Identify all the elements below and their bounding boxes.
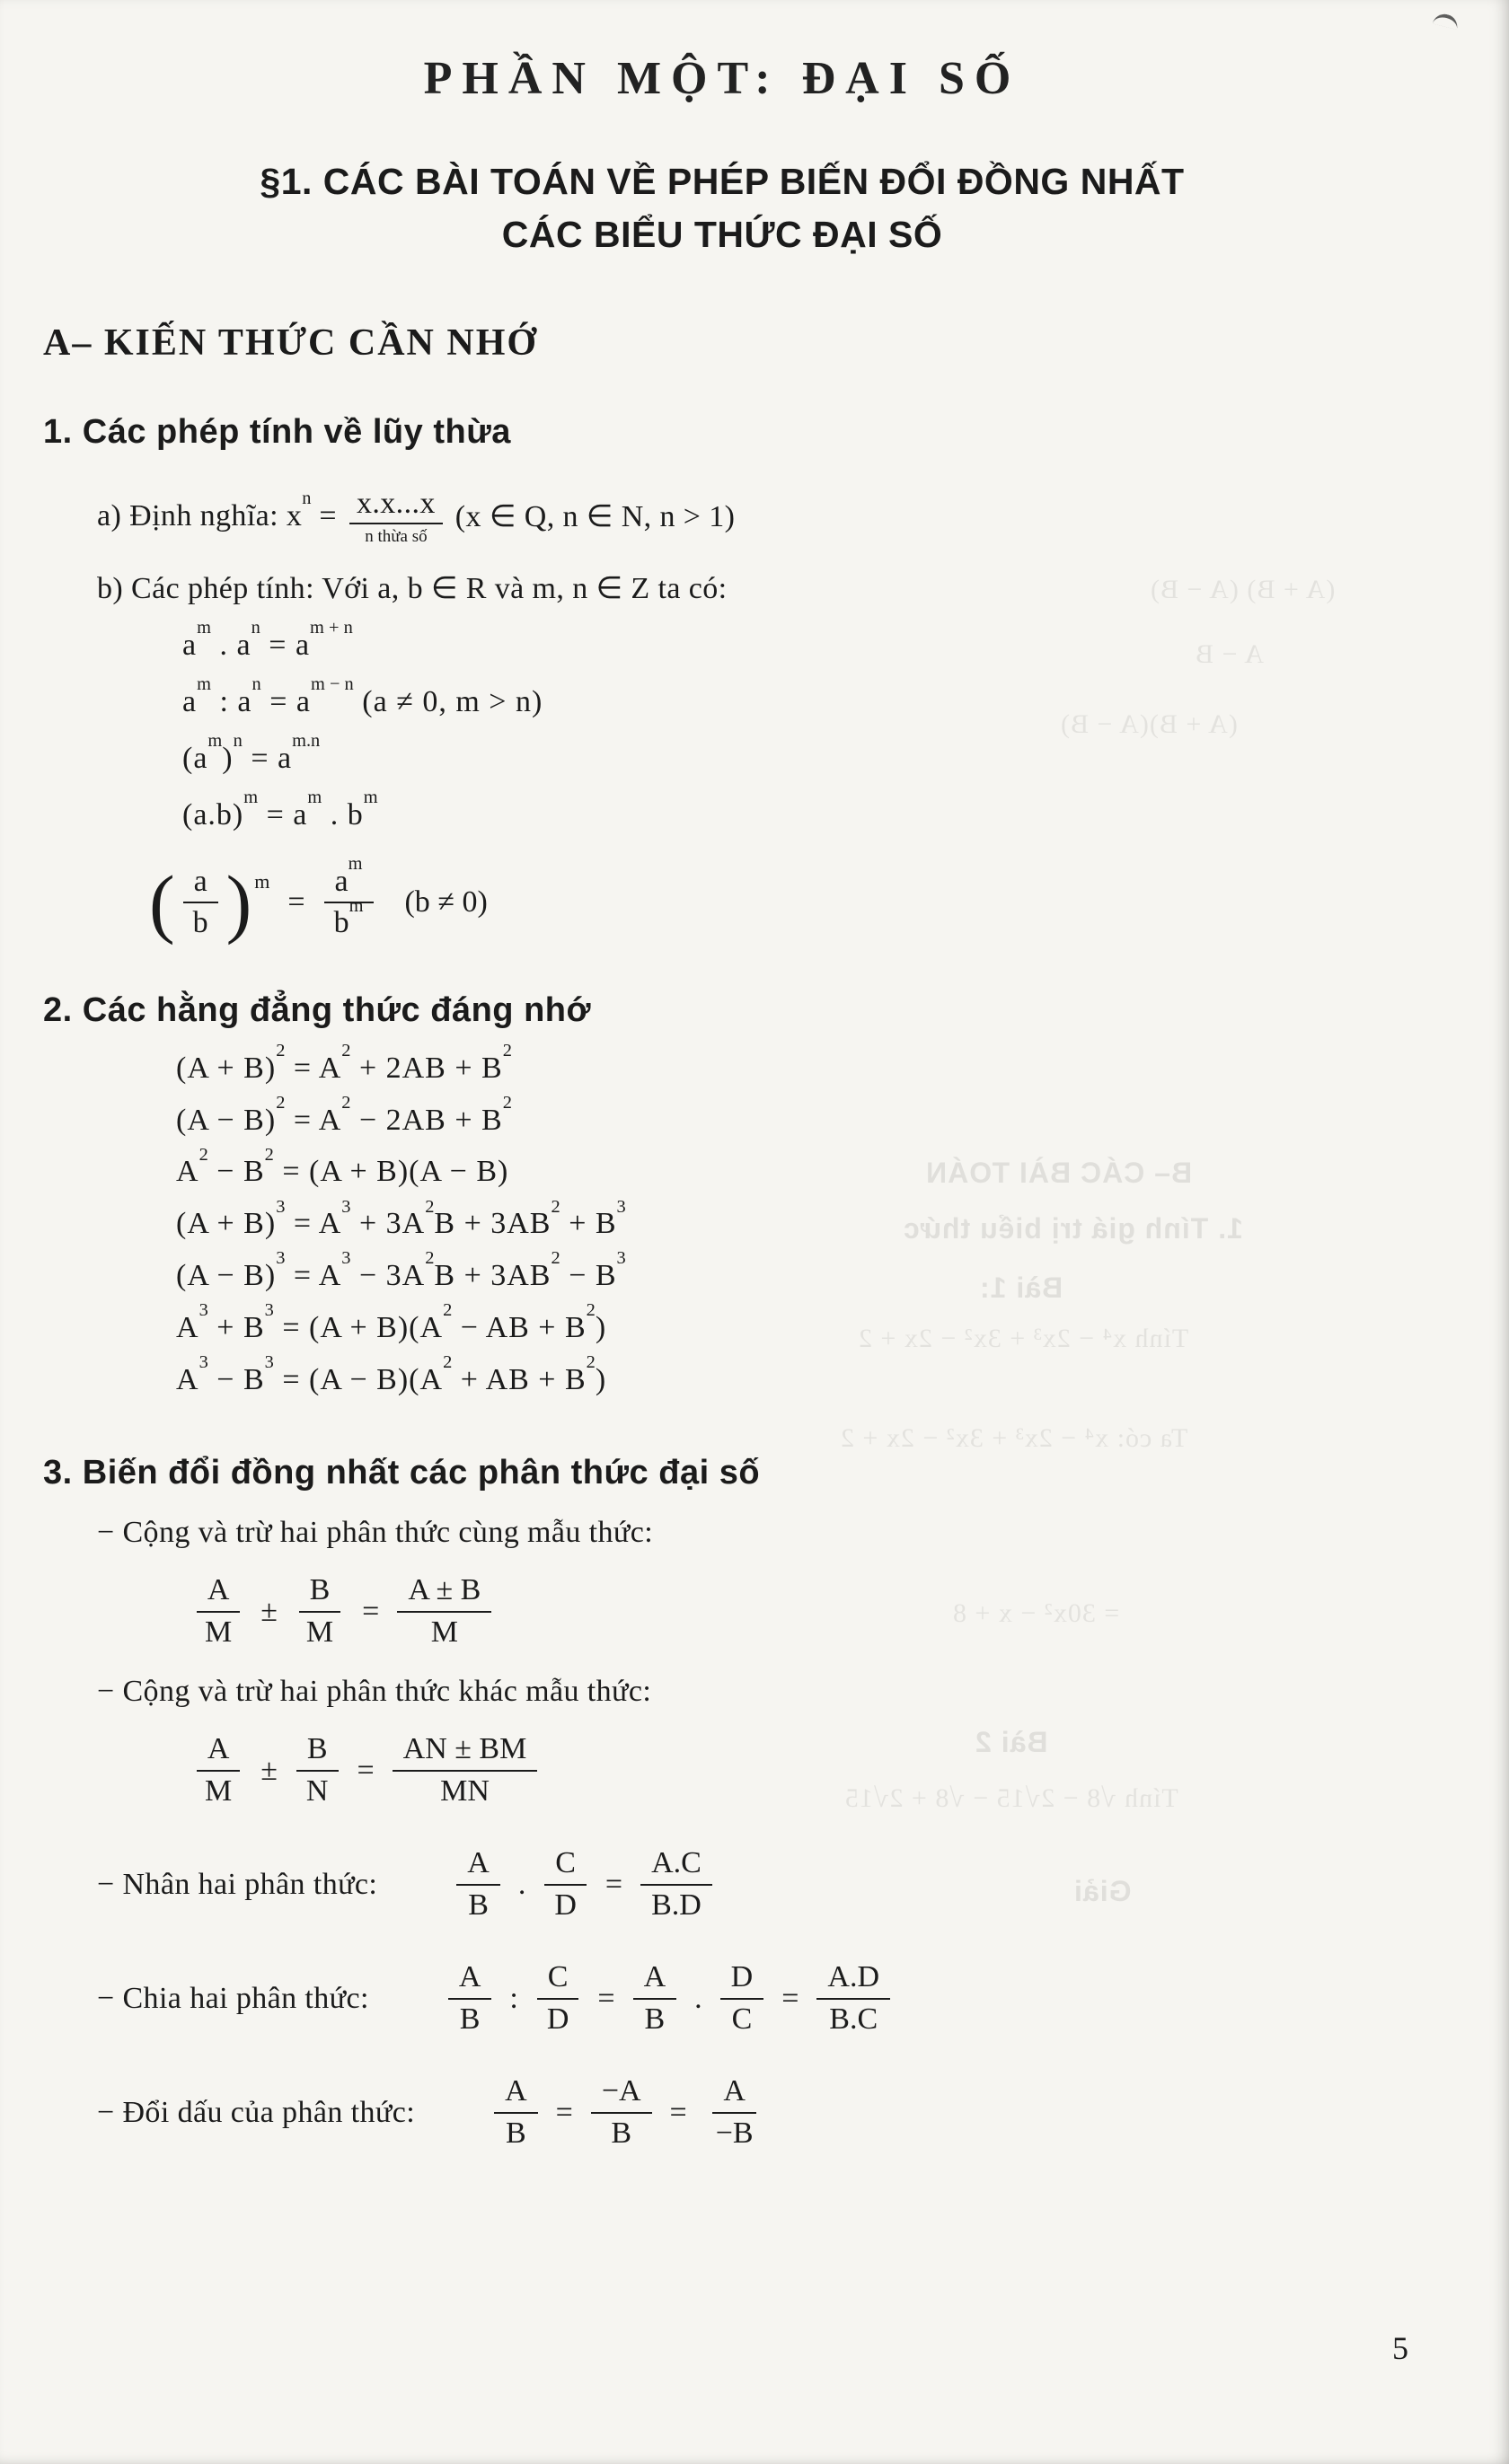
identity-formula: $A^3 + B^3 = (A + B)(A^2$ − AB + $B^2$) [176, 1300, 607, 1344]
fraction-denominator: M [430, 1615, 458, 1649]
fraction-denominator: B.D [651, 1888, 702, 1922]
fraction-denominator: B [459, 2002, 481, 2036]
fraction [296, 1730, 340, 1810]
bleed-line: Ta có: x⁴ − 2x³ + 3x² − 2x + 2 [840, 1423, 1188, 1453]
fraction-numerator: B [296, 1730, 339, 1772]
fraction-numerator: −A [591, 2072, 652, 2114]
rule-label-same-denominator: − Cộng và trừ hai phân thức cùng mẫu thức: [97, 1516, 654, 1550]
fraction [448, 1958, 492, 2038]
powers-heading: 1. Các phép tính về lũy thừa [43, 412, 511, 451]
fraction-numerator: a [183, 863, 218, 904]
identity-formula: $(A + B)^3 = A^3 + 3A^2B + 3AB^2 + B^3$ [176, 1196, 626, 1241]
fraction [194, 1730, 243, 1810]
fraction-denominator: B [506, 2116, 526, 2150]
equals-sign: = [362, 1594, 380, 1628]
fraction [393, 1730, 538, 1810]
fraction-numerator: A [456, 1844, 500, 1886]
fraction [194, 1571, 243, 1651]
open-paren: ( [149, 859, 175, 946]
equals-sign: = [604, 1867, 623, 1901]
bleed-line: Tính x⁴ − 2x³ + 3x² − 2x + 2 [858, 1324, 1189, 1353]
operator-plus-minus: ± [260, 1594, 278, 1628]
fraction-numerator: A.D [816, 1958, 890, 2000]
identity-formula: $A^3 - B^3 = (A - B)(A^2$ + AB + $B^2$) [176, 1352, 607, 1396]
equals-sign: = [287, 885, 305, 920]
fraction [296, 1571, 344, 1651]
power-definition-row [97, 486, 1401, 547]
bleed-line: A − B [1195, 639, 1264, 669]
change-sign-row [43, 2072, 1401, 2152]
fraction [720, 1958, 764, 2038]
equals-sign: = [597, 1981, 615, 2015]
product-expression: x.x...x [349, 486, 443, 524]
equals-sign: = [669, 2095, 687, 2129]
power-of-product-formula: $(a.b)^m = a^m$ . $b^m$ [182, 788, 378, 832]
rule-label-divide: − Chia hai phân thức: [97, 1981, 369, 2015]
result-fraction [323, 854, 375, 943]
bleed-line: B– CÁC BÀI TOÁN [925, 1157, 1193, 1189]
fraction-numerator: A.C [640, 1844, 712, 1886]
fraction [397, 1571, 491, 1651]
power-of-power-formula: $(a^m)^n = a^{m.n}$ [182, 731, 321, 775]
fraction-numerator: AN ± BM [393, 1730, 538, 1772]
operations-intro: b) Các phép tính: Với a, b ∈ R và m, n ∈ Z ta có: [97, 571, 728, 605]
fraction [591, 2072, 652, 2152]
fraction-denominator: −B [715, 2116, 754, 2150]
definition-label: a) Định nghĩa: $x^n$ = [97, 488, 337, 532]
fraction [494, 2072, 538, 2152]
fraction-denominator: N [305, 1773, 329, 1808]
product-rule-formula: $a^m$ . $a^n = a^{m + n}$ [182, 618, 353, 662]
condition-text: (b ≠ 0) [404, 885, 488, 920]
divide-fractions-row [43, 1958, 1401, 2038]
fraction-denominator: M [205, 1773, 233, 1808]
section-heading [43, 155, 1401, 262]
power-of-quotient-formula [149, 854, 1401, 946]
fraction-numerator: A [712, 2072, 756, 2114]
bleed-line: 1. Tính giá trị biểu thức [903, 1212, 1243, 1245]
fraction-numerator: $a^m$ [324, 863, 374, 904]
same-denominator-formula [187, 1571, 1401, 1651]
base-fraction [182, 863, 219, 943]
fraction-denominator: b [192, 906, 208, 940]
operator-dot: . [517, 1867, 526, 1901]
fractions-heading: 3. Biến đổi đồng nhất các phân thức đại số [43, 1454, 761, 1492]
identities-heading: 2. Các hằng đẳng thức đáng nhớ [43, 990, 592, 1029]
section-heading-line2: CÁC BIỂU THỨC ĐẠI SỐ [501, 214, 943, 256]
fraction-denominator: C [731, 2002, 753, 2036]
different-denominator-formula [187, 1730, 1401, 1810]
knowledge-section-heading: A– KIẾN THỨC CẦN NHỚ [43, 321, 539, 364]
part-title: PHẦN MỘT: ĐẠI SỐ [423, 53, 1021, 104]
fraction-denominator: B [644, 2002, 666, 2036]
close-paren: ) [225, 859, 252, 946]
fraction-numerator: A [448, 1958, 492, 2000]
fraction-denominator: B [468, 1888, 489, 1922]
fraction-numerator: A [633, 1958, 677, 2000]
multiply-fractions-formula [449, 1844, 719, 1924]
identity-formula: $(A - B)^2 = A^2 - 2AB + B^2$ [176, 1093, 512, 1137]
fraction-numerator: D [720, 1958, 764, 2000]
definition-condition: (x ∈ Q, n ∈ N, n > 1) [454, 499, 736, 533]
exponent: m [254, 869, 270, 893]
fraction-numerator: A ± B [397, 1571, 491, 1613]
fraction-numerator: B [299, 1571, 341, 1613]
factor-count-label: n thừa số [365, 526, 428, 546]
bleed-line: Bài 2 [975, 1726, 1048, 1758]
quotient-rule-formula: $a^m$ : $a^n = a^{m - n}$ (a ≠ 0, m > n) [182, 674, 543, 718]
fraction [816, 1958, 890, 2038]
equals-sign: = [555, 2095, 573, 2129]
bleed-line: Giải [1073, 1875, 1132, 1907]
rule-label-different-denominator: − Cộng và trừ hai phân thức khác mẫu thức: [97, 1675, 652, 1709]
operator-plus-minus: ± [260, 1753, 278, 1787]
bleed-line: (A + B) (A − B) [1150, 575, 1336, 604]
divide-fractions-formula [441, 1958, 897, 2038]
section-heading-line1: §1. CÁC BÀI TOÁN VỀ PHÉP BIẾN ĐỔI ĐỒNG NHẤT [260, 161, 1185, 202]
identity-formula: $A^2 - B^2 = (A + B)(A - B)$ [176, 1144, 509, 1189]
fraction-denominator: D [546, 2002, 569, 2036]
rule-label-change-sign: − Đổi dấu của phân thức: [97, 2095, 416, 2129]
fraction [705, 2072, 764, 2152]
fraction [456, 1844, 500, 1924]
fraction-denominator: MN [440, 1773, 490, 1808]
fraction-numerator: C [537, 1958, 579, 2000]
equals-sign: = [357, 1753, 375, 1787]
bleed-line: Tính √8 − 2√15 − √8 + 2√15 [844, 1783, 1178, 1813]
identity-formula: $(A - B)^3 = A^3 - 3A^2B + 3AB^2 - B^3$ [176, 1248, 626, 1292]
fraction-numerator: C [544, 1844, 587, 1886]
fraction-numerator: A [197, 1730, 241, 1772]
fraction [543, 1844, 587, 1924]
fraction [536, 1958, 580, 2038]
change-sign-formula [487, 2072, 772, 2152]
fraction [633, 1958, 677, 2038]
operator-dot: . [694, 1981, 702, 2015]
equals-sign: = [781, 1981, 799, 2015]
bleed-line: = 30x² − x + 8 [952, 1598, 1120, 1628]
multiply-fractions-row [43, 1844, 1401, 1924]
rule-label-multiply: − Nhân hai phân thức: [97, 1867, 378, 1901]
fraction-denominator: B.C [829, 2002, 878, 2036]
page-number: 5 [1392, 2330, 1408, 2366]
fraction-numerator: A [197, 1571, 241, 1613]
fraction-denominator: D [554, 1888, 577, 1922]
identity-formula: $(A + B)^2 = A^2 + 2AB + B^2$ [176, 1041, 512, 1085]
bleed-line: (A + B)(A − B) [1060, 709, 1238, 739]
fraction-denominator: $b^m$ [333, 895, 364, 940]
bleed-line: Bài 1: [979, 1272, 1063, 1304]
identities-block [43, 1043, 1401, 1406]
operator-colon: : [509, 1981, 518, 2015]
fraction-denominator: B [611, 2116, 632, 2150]
fraction-denominator: M [205, 1615, 233, 1649]
fraction-numerator: A [494, 2072, 538, 2114]
repeated-product [349, 486, 443, 547]
fraction [640, 1844, 712, 1924]
fraction-denominator: M [305, 1615, 334, 1649]
